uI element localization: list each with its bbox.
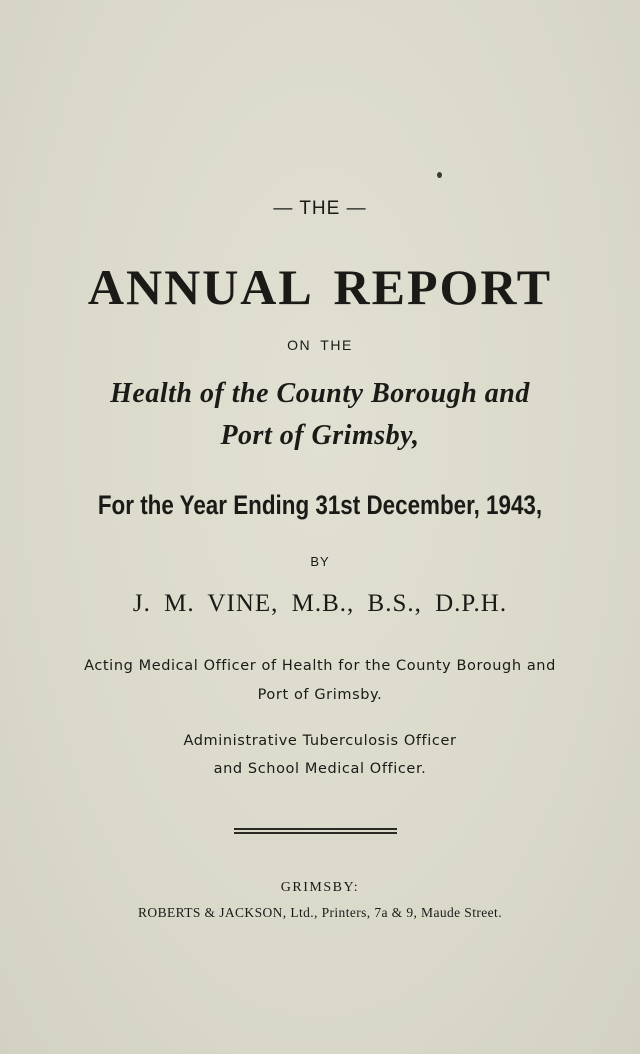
position-line-4: and School Medical Officer.: [213, 761, 427, 777]
imprint-printer: ROBERTS & JACKSON, Ltd., Printers, 7a & 9, Maude Street.: [138, 905, 502, 920]
ink-speck: [437, 172, 442, 178]
position-line-2: Port of Grimsby.: [257, 687, 383, 703]
the-heading: — THE —: [273, 198, 367, 219]
position-line-3: Administrative Tuberculosis Officer: [183, 733, 457, 749]
double-rule-top: [234, 828, 397, 830]
by-label: BY: [310, 554, 330, 569]
position-line-1: Acting Medical Officer of Health for the County Borough and: [84, 658, 556, 674]
author-name: J. M. VINE, M.B., B.S., D.P.H.: [132, 590, 508, 617]
double-rule-bottom: [234, 832, 397, 834]
on-the-label: ON THE: [287, 337, 353, 353]
imprint-place: GRIMSBY:: [280, 880, 360, 895]
report-title: ANNUAL REPORT: [87, 259, 553, 315]
subject-line-2: Port of Grimsby,: [220, 420, 420, 451]
report-period: For the Year Ending 31st December, 1943,: [97, 490, 543, 520]
subject-line-1: Health of the County Borough and: [110, 378, 530, 409]
